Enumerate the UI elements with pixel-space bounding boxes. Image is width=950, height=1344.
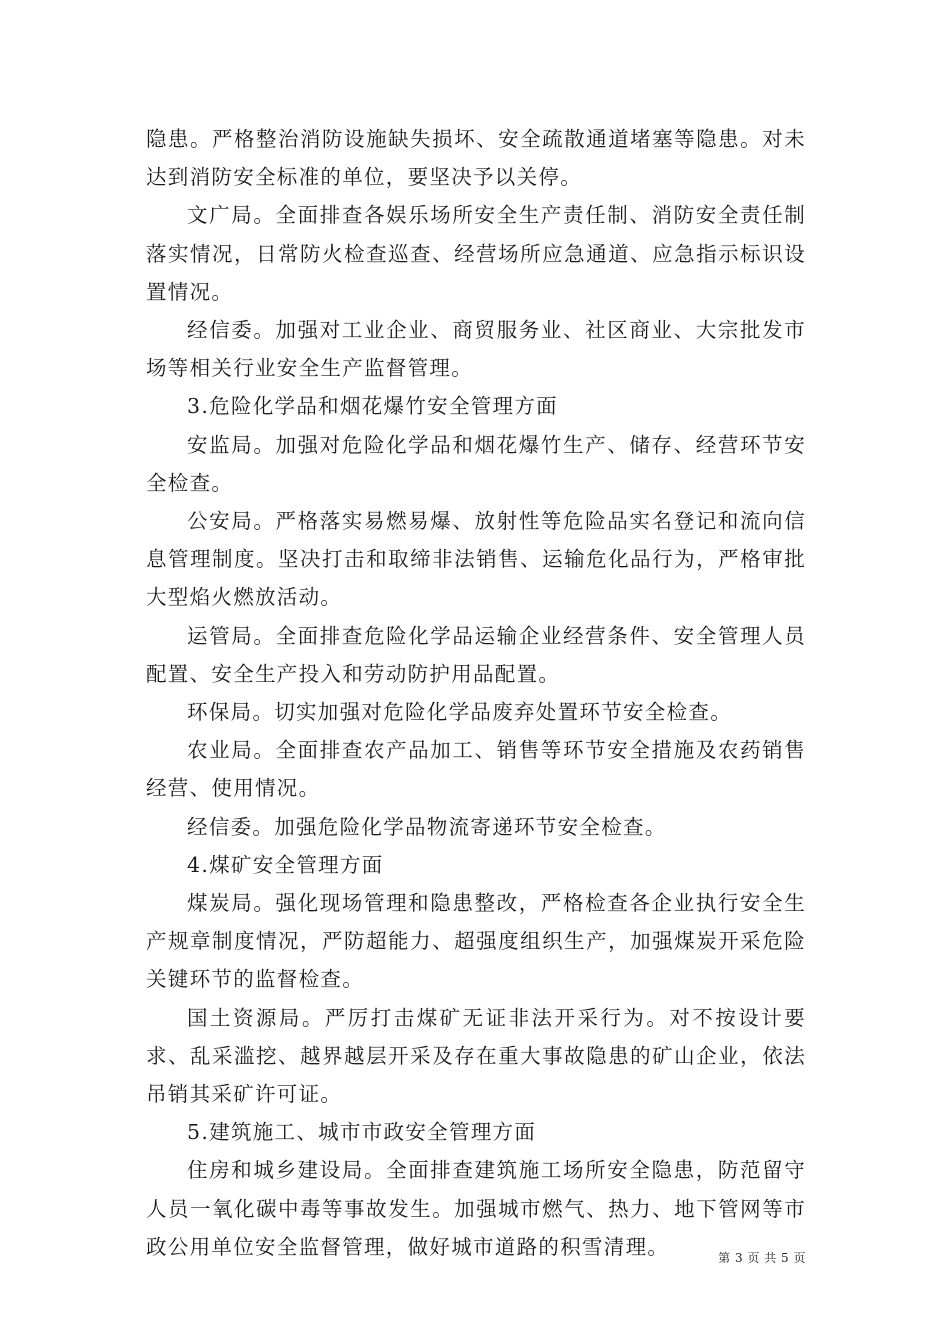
paragraph: 运管局。全面排查危险化学品运输企业经营条件、安全管理人员配置、安全生产投入和劳动防护用品配置。 [146,623,806,686]
paragraph: 国土资源局。严厉打击煤矿无证非法开采行为。对不按设计要求、乱采滥挖、越界越层开采及存在重大事故隐患的矿山企业，依法吊销其采矿许可证。 [146,1005,806,1107]
document-body [146,120,806,1266]
paragraph: 文广局。全面排查各娱乐场所安全生产责任制、消防安全责任制落实情况，日常防火检查巡查、经营场所应急通道、应急指示标识设置情况。 [146,203,806,304]
section-heading: 3.危险化学品和烟花爆竹安全管理方面 [187,394,558,419]
section-heading: 4.煤矿安全管理方面 [187,852,384,877]
paragraph: 环保局。切实加强对危险化学品废弃处置环节安全检查。 [187,700,732,725]
paragraph: 住房和城乡建设局。全面排查建筑施工场所安全隐患，防范留守人员一氧化碳中毒等事故发生。加强城市燃气、热力、地下管网等市政公用单位安全监督管理，做好城市道路的积雪清理。 [146,1158,806,1259]
paragraph: 公安局。严格落实易燃易爆、放射性等危险品实名登记和流向信息管理制度。坚决打击和取缔非法销售、运输危化品行为，严格审批大型焰火燃放活动。 [146,509,806,610]
paragraph: 经信委。加强对工业企业、商贸服务业、社区商业、大宗批发市场等相关行业安全生产监督管理。 [146,318,806,381]
paragraph: 安监局。加强对危险化学品和烟花爆竹生产、储存、经营环节安全检查。 [146,432,806,495]
paragraph: 隐患。严格整治消防设施缺失损坏、安全疏散通道堵塞等隐患。对未达到消防安全标准的单位，要坚决予以关停。 [146,127,806,190]
paragraph: 农业局。全面排查农产品加工、销售等环节安全措施及农药销售经营、使用情况。 [146,738,806,801]
section-heading: 5.建筑施工、城市市政安全管理方面 [187,1120,537,1145]
paragraph: 经信委。加强危险化学品物流寄递环节安全检查。 [187,814,667,839]
page-number: 第 3 页 共 5 页 [718,1251,806,1265]
paragraph: 煤炭局。强化现场管理和隐患整改，严格检查各企业执行安全生产规章制度情况，严防超能力、超强度组织生产，加强煤炭开采危险关键环节的监督检查。 [146,891,806,992]
